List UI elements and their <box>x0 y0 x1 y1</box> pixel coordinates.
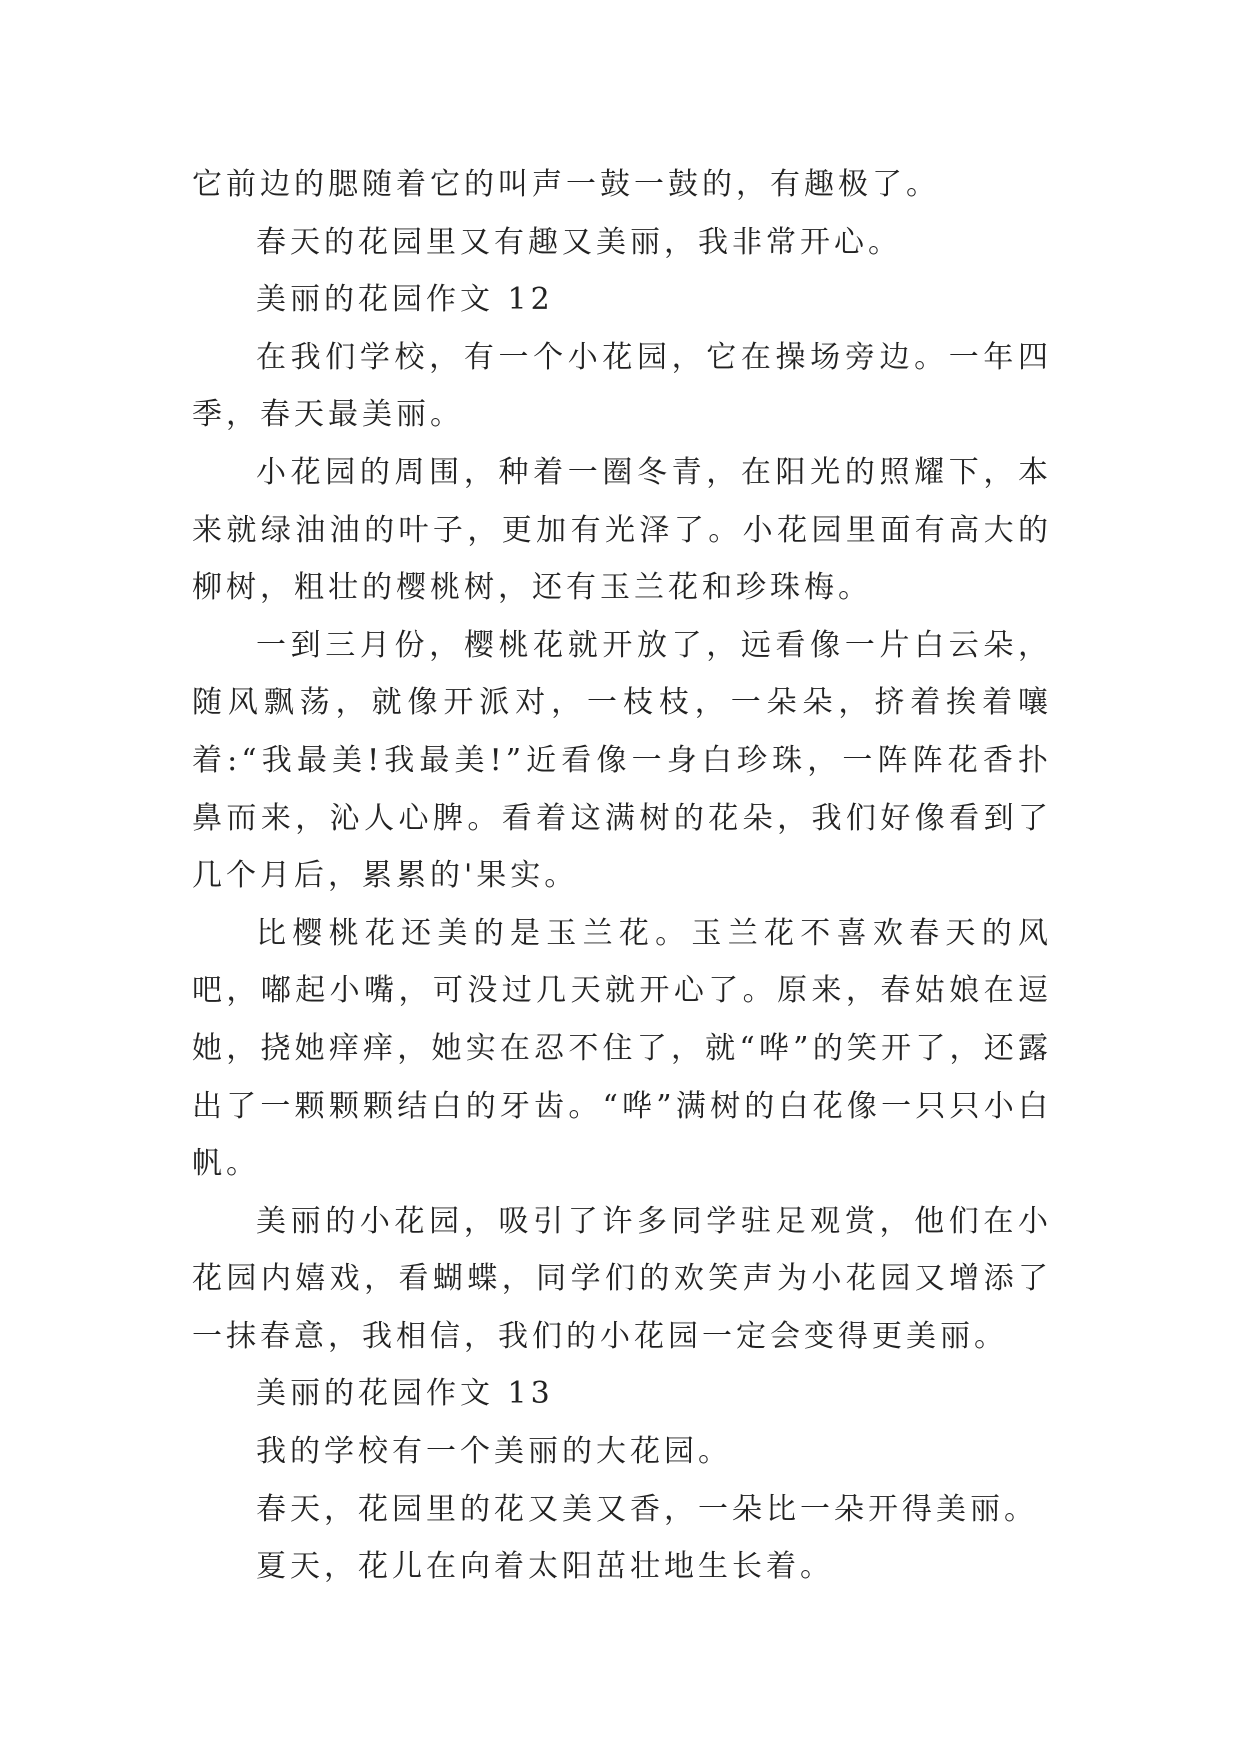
document-body <box>192 156 1052 1596</box>
paragraph: 比樱桃花还美的是玉兰花。玉兰花不喜欢春天的风吧，嘟起小嘴，可没过几天就开心了。原来，春姑娘在逗她，挠她痒痒，她实在忍不住了，就“哗”的笑开了，还露出了一颗颗颗结白的牙齿。“哗”满树的白花像一只只小白帆。 <box>192 915 1052 1182</box>
paragraph: 小花园的周围，种着一圈冬青，在阳光的照耀下，本来就绿油油的叶子，更加有光泽了。小花园里面有高大的柳树，粗壮的樱桃树，还有玉兰花和珍珠梅。 <box>192 454 1052 606</box>
section-heading: 美丽的花园作文 13 <box>256 1376 554 1412</box>
paragraph: 它前边的腮随着它的叫声一鼓一鼓的，有趣极了。 <box>192 167 940 202</box>
paragraph: 春天的花园里又有趣又美丽，我非常开心。 <box>256 224 902 260</box>
paragraph: 夏天，花儿在向着太阳茁壮地生长着。 <box>256 1549 834 1585</box>
paragraph: 美丽的小花园，吸引了许多同学驻足观赏，他们在小花园内嬉戏，看蝴蝶，同学们的欢笑声为小花园又增添了一抹春意，我相信，我们的小花园一定会变得更美丽。 <box>192 1203 1052 1354</box>
paragraph: 春天，花园里的花又美又香，一朵比一朵开得美丽。 <box>256 1491 1038 1527</box>
section-heading: 美丽的花园作文 12 <box>256 282 554 318</box>
paragraph: 我的学校有一个美丽的大花园。 <box>256 1434 732 1470</box>
paragraph: 在我们学校，有一个小花园，它在操场旁边。一年四季，春天最美丽。 <box>192 339 1052 433</box>
paragraph: 一到三月份，樱桃花就开放了，远看像一片白云朵，随风飘荡，就像开派对，一枝枝，一朵朵，挤着挨着嚷着:“我最美!我最美!”近看像一身白珍珠，一阵阵花香扑鼻而来，沁人心脾。看着这满树的花朵，我们好像看到了几个月后，累累的'果实。 <box>192 627 1052 894</box>
